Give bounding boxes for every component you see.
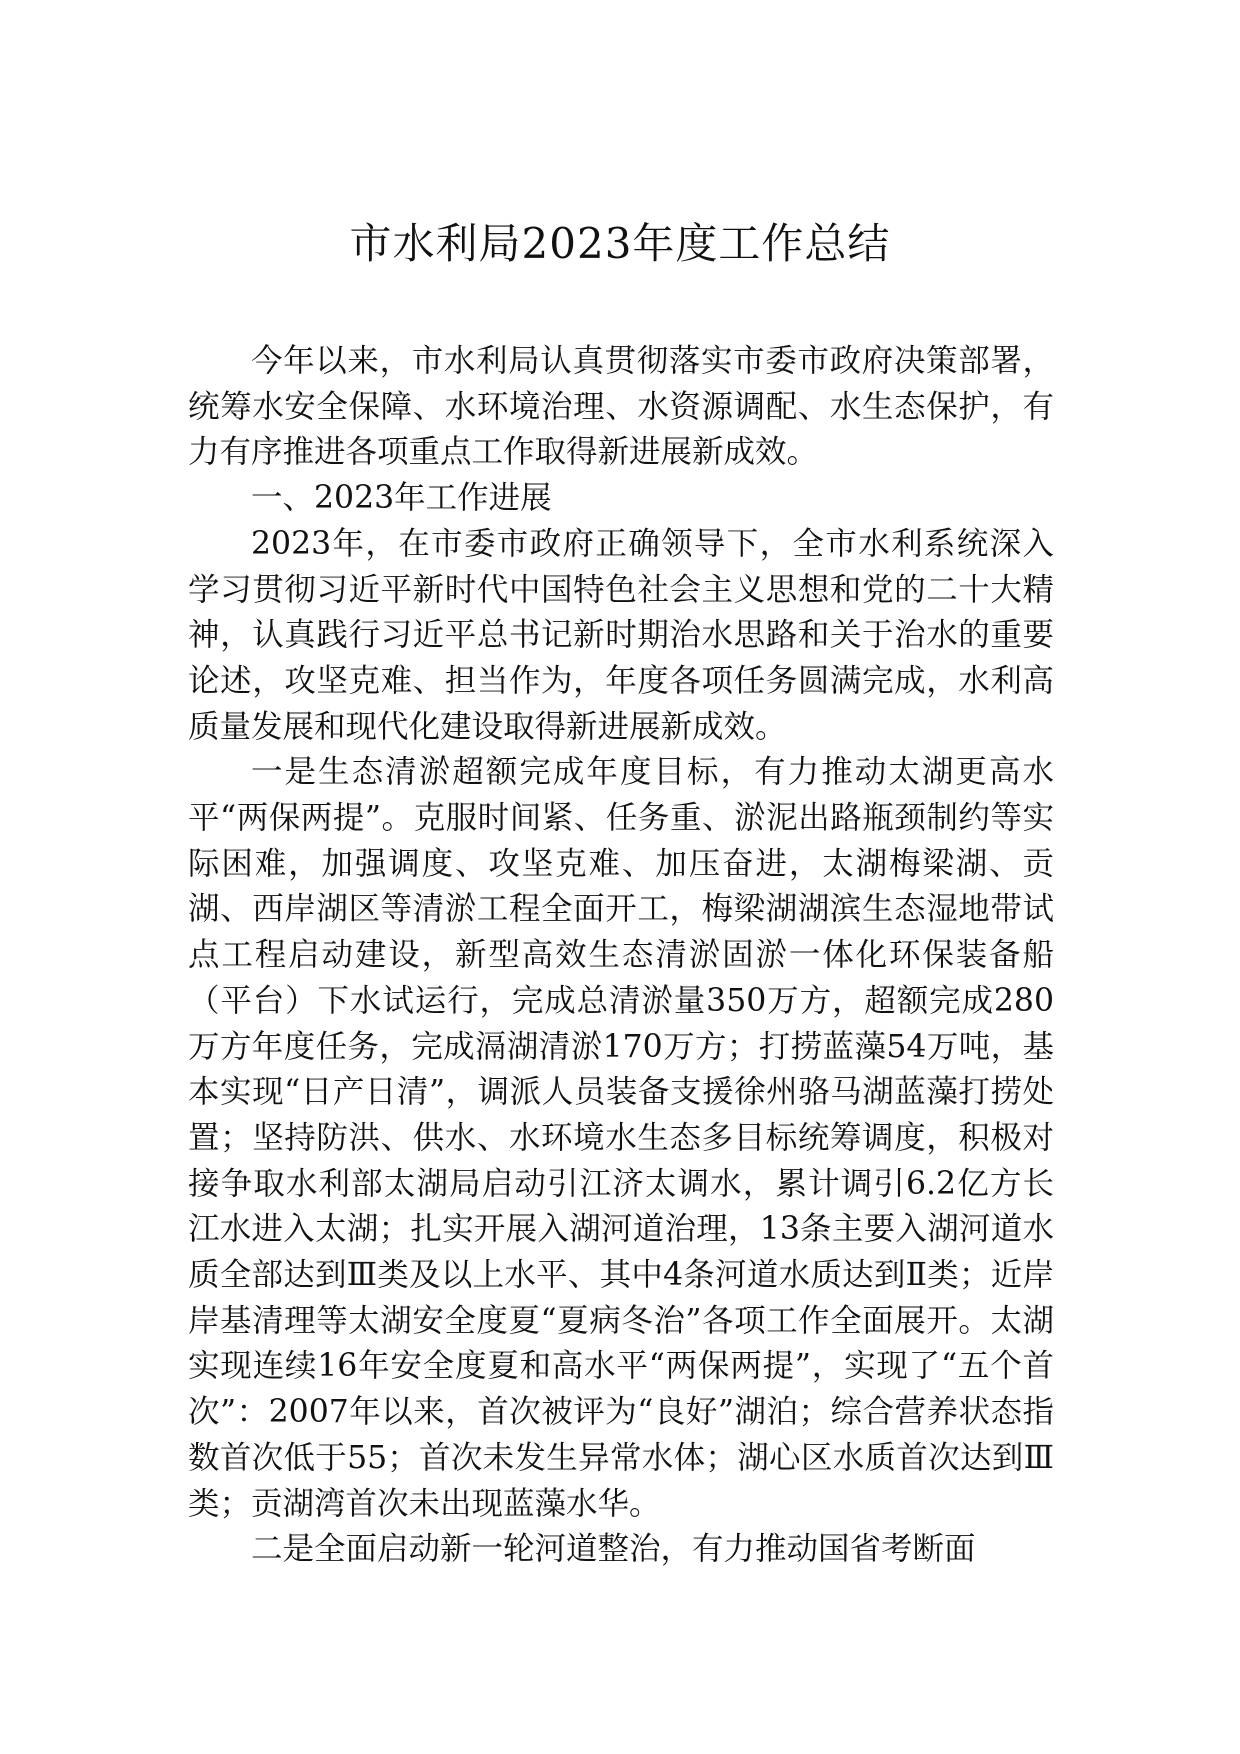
section-heading: 一、2023年工作进展 [251, 480, 552, 517]
document-body [188, 339, 1054, 1573]
item-two-paragraph: 二是全面启动新一轮河道整治，有力推动国省考断面 [251, 1531, 976, 1568]
intro-paragraph: 今年以来，市水利局认真贯彻落实市委市政府决策部署，统筹水安全保障、水环境治理、水资源调配、水生态保护，有力有序推进各项重点工作取得新进展新成效。 [188, 343, 1054, 471]
document-title: 市水利局2023年度工作总结 [349, 219, 891, 268]
summary-paragraph: 2023年，在市委市政府正确领导下，全市水利系统深入学习贯彻习近平新时代中国特色社会主义思想和党的二十大精神，认真践行习近平总书记新时期治水思路和关于治水的重要论述，攻坚克难、担当作为，年度各项任务圆满完成，水利高质量发展和现代化建设取得新进展新成效。 [188, 525, 1054, 745]
item-one-paragraph: 一是生态清淤超额完成年度目标，有力推动太湖更高水平“两保两提”。克服时间紧、任务重、淤泥出路瓶颈制约等实际困难，加强调度、攻坚克难、加压奋进，太湖梅梁湖、贡湖、西岸湖区等清淤工程全面开工，梅梁湖湖滨生态湿地带试点工程启动建设，新型高效生态清淤固淤一体化环保装备船（平台）下水试运行，完成总清淤量350万方，超额完成280万方年度任务，完成滆湖清淤170万方；打捞蓝藻54万吨，基本实现“日产日清”，调派人员装备支援徐州骆马湖蓝藻打捞处置；坚持防洪、供水、水环境水生态多目标统筹调度，积极对接争取水利部太湖局启动引江济太调水，累计调引6.2亿方长江水进入太湖；扎实开展入湖河道治理，13条主要入湖河道水质全部达到Ⅲ类及以上水平、其中4条河道水质达到Ⅱ类；近岸岸基清理等太湖安全度夏“夏病冬治”各项工作全面展开。太湖实现连续16年安全度夏和高水平“两保两提”，实现了“五个首次”：2007年以来，首次被评为“良好”湖泊；综合营养状态指数首次低于55；首次未发生异常水体；湖心区水质首次达到Ⅲ类；贡湖湾首次未出现蓝藻水华。 [188, 754, 1054, 1522]
